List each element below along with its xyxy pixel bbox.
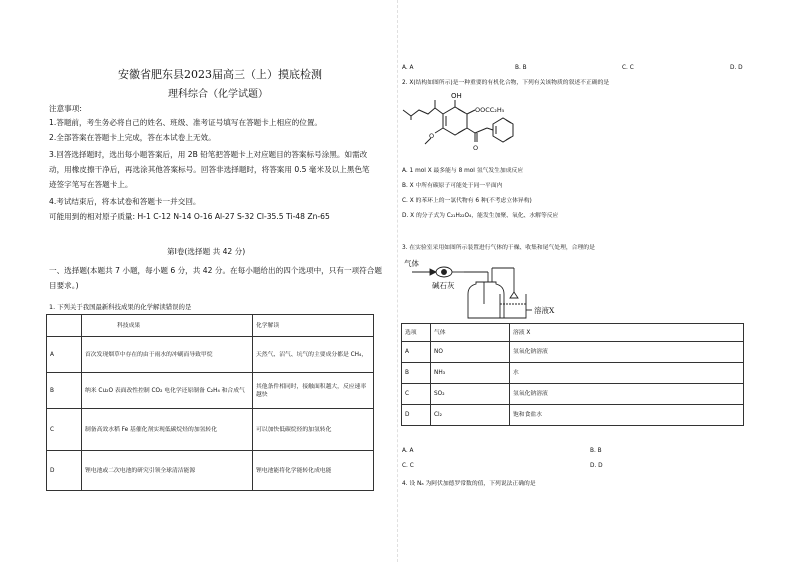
mol-ester-label: OOCC₂H₅ <box>475 106 505 114</box>
section-desc-line-2: 目要求。) <box>49 281 79 290</box>
q3-row-d-solution: 饱和食盐水 <box>510 405 744 426</box>
q3-row-b-solution: 水 <box>510 363 744 384</box>
q3-option-b: B. B <box>590 448 602 454</box>
apparatus-lime-label: 碱石灰 <box>432 281 455 290</box>
q3-table <box>401 323 744 426</box>
q1-row-c <box>47 409 374 451</box>
q1-row-c-option: C <box>47 409 82 451</box>
prev-option-c: C. C <box>622 65 634 71</box>
q1-row-a <box>47 337 374 373</box>
q1-row-b-option: B <box>47 373 82 409</box>
q1-table-header-row <box>47 315 374 337</box>
q3-row-a <box>402 342 744 363</box>
q3-header-solution: 溶液 X <box>510 324 744 342</box>
q3-row-c-gas: SO₂ <box>431 384 510 405</box>
exam-title: 安徽省肥东县2023届高三（上）摸底检测 <box>118 68 322 81</box>
q1-row-a-interpretation: 天然气、沼气、坑气的主要成分都是 CH₄， <box>253 337 374 373</box>
mol-oh-label: OH <box>451 92 462 100</box>
q4-stem: 4. 设 Nₐ 为阿伏加德罗常数的值，下列说法正确的是 <box>402 481 536 487</box>
q1-row-d-interpretation: 锂电池能将化学能转化成电能 <box>253 451 374 491</box>
notice-line-6: 4.考试结束后，将本试卷和答题卡一并交回。 <box>49 197 201 206</box>
q1-row-b-achievement: 纳米 Cu₂O 表面改性控制 CO₂ 电化学还原制备 C₂H₄ 和合成气 <box>82 373 253 409</box>
q2-option-c: C. X 的苯环上的一氯代物有 6 种(不考虑立体异构) <box>402 198 532 204</box>
q3-row-a-solution: 氢氧化钠溶液 <box>510 342 744 363</box>
q3-row-d-gas: Cl₂ <box>431 405 510 426</box>
q1-header-interpretation: 化学解读 <box>253 315 374 337</box>
q3-row-a-option: A <box>402 342 431 363</box>
q3-row-d-option: D <box>402 405 431 426</box>
prev-option-a: A. A <box>402 65 414 71</box>
q3-header-gas: 气体 <box>431 324 510 342</box>
q3-option-d: D. D <box>590 463 603 469</box>
q3-row-b-option: B <box>402 363 431 384</box>
notice-line-2: 2.全部答案在答题卡上完成，答在本试卷上无效。 <box>49 133 216 142</box>
q2-molecule-structure <box>395 88 575 164</box>
q3-row-d <box>402 405 744 426</box>
q1-header-option <box>47 315 82 337</box>
apparatus-solution-label: 溶液X <box>534 306 555 315</box>
notice-line-4: 动，用橡皮擦干净后，再选涂其他答案标号。回答非选择题时，将答案用 0.5 毫米及以上黑色笔 <box>49 165 370 174</box>
section-desc-line-1: 一、选择题(本题共 7 小题，每小题 6 分，共 42 分。在每小题给出的四个选项中，只有一项符合题 <box>49 266 382 275</box>
q1-header-achievement: 科技成果 <box>82 315 253 337</box>
notice-title: 注意事项: <box>49 104 82 113</box>
q1-row-b-interpretation: 其他条件相同时，接触面积越大，反应速率越快 <box>253 373 374 409</box>
q3-apparatus-diagram <box>400 254 580 320</box>
q1-table <box>46 314 374 491</box>
q3-row-c <box>402 384 744 405</box>
q2-option-d: D. X 的分子式为 C₂₁H₂₂O₄，能发生加聚、氧化、水解等反应 <box>402 213 559 219</box>
q3-option-a: A. A <box>402 448 414 454</box>
q1-row-d <box>47 451 374 491</box>
q3-row-b <box>402 363 744 384</box>
section-title: 第Ⅰ卷(选择题 共 42 分) <box>167 247 246 256</box>
prev-option-d: D. D <box>730 65 743 71</box>
notice-line-1: 1.答题前，考生务必将自己的姓名、班级、准考证号填写在答题卡上相应的位置。 <box>49 118 323 127</box>
q3-option-c: C. C <box>402 463 414 469</box>
q3-row-c-solution: 氢氧化钠溶液 <box>510 384 744 405</box>
q2-option-a: A. 1 mol X 最多能与 8 mol 氢气发生加成反应 <box>402 168 524 174</box>
q3-row-c-option: C <box>402 384 431 405</box>
exam-subtitle: 理科综合（化学试题） <box>168 89 268 100</box>
q3-row-b-gas: NH₃ <box>431 363 510 384</box>
notice-line-7: 可能用到的相对原子质量: H-1 C-12 N-14 O-16 Al-27 S-32 Cl-35.5 Ti-48 Zn-65 <box>49 212 330 221</box>
q1-row-d-option: D <box>47 451 82 491</box>
notice-line-3: 3.回答选择题时，选出每小题答案后，用 2B 铅笔把答题卡上对应题目的答案标号涂黑。如需改 <box>49 150 368 159</box>
mol-carbonyl-label: O <box>473 144 479 152</box>
mol-methoxy-label: O <box>429 132 435 140</box>
q2-stem: 2. X(结构如图所示)是一种重要的有机化合物，下列有关该物质的叙述不正确的是 <box>402 80 610 86</box>
q3-stem: 3. 在实验室采用如图所示装置进行气体的干燥、收集和尾气处理，合理的是 <box>402 245 595 251</box>
apparatus-gas-label: 气体 <box>404 259 419 268</box>
notice-line-5: 迹签字笔写在答题卡上。 <box>49 180 133 189</box>
q1-row-d-achievement: 锂电池或二次电池的研究引领全球清洁能源 <box>82 451 253 491</box>
q3-row-a-gas: NO <box>431 342 510 363</box>
q2-option-b: B. X 中所有碳原子可能处于同一平面内 <box>402 183 503 189</box>
q1-row-a-option: A <box>47 337 82 373</box>
q1-row-b <box>47 373 374 409</box>
q1-row-a-achievement: 首次发现烟草中存在的由于雨水的冲刷而导致甲烷 <box>82 337 253 373</box>
q1-row-c-achievement: 制备高效水稻 Fe 基催化剂实现低碳烷烃的加氢转化 <box>82 409 253 451</box>
q1-row-c-interpretation: 可以加快低碳烷烃的加氢转化 <box>253 409 374 451</box>
q3-header-option: 选项 <box>402 324 431 342</box>
column-divider <box>397 0 398 562</box>
q1-stem: 1. 下列关于我国最新科技成果的化学解读错误的是 <box>49 303 192 311</box>
q3-table-header-row <box>402 324 744 342</box>
prev-option-b: B. B <box>515 65 527 71</box>
